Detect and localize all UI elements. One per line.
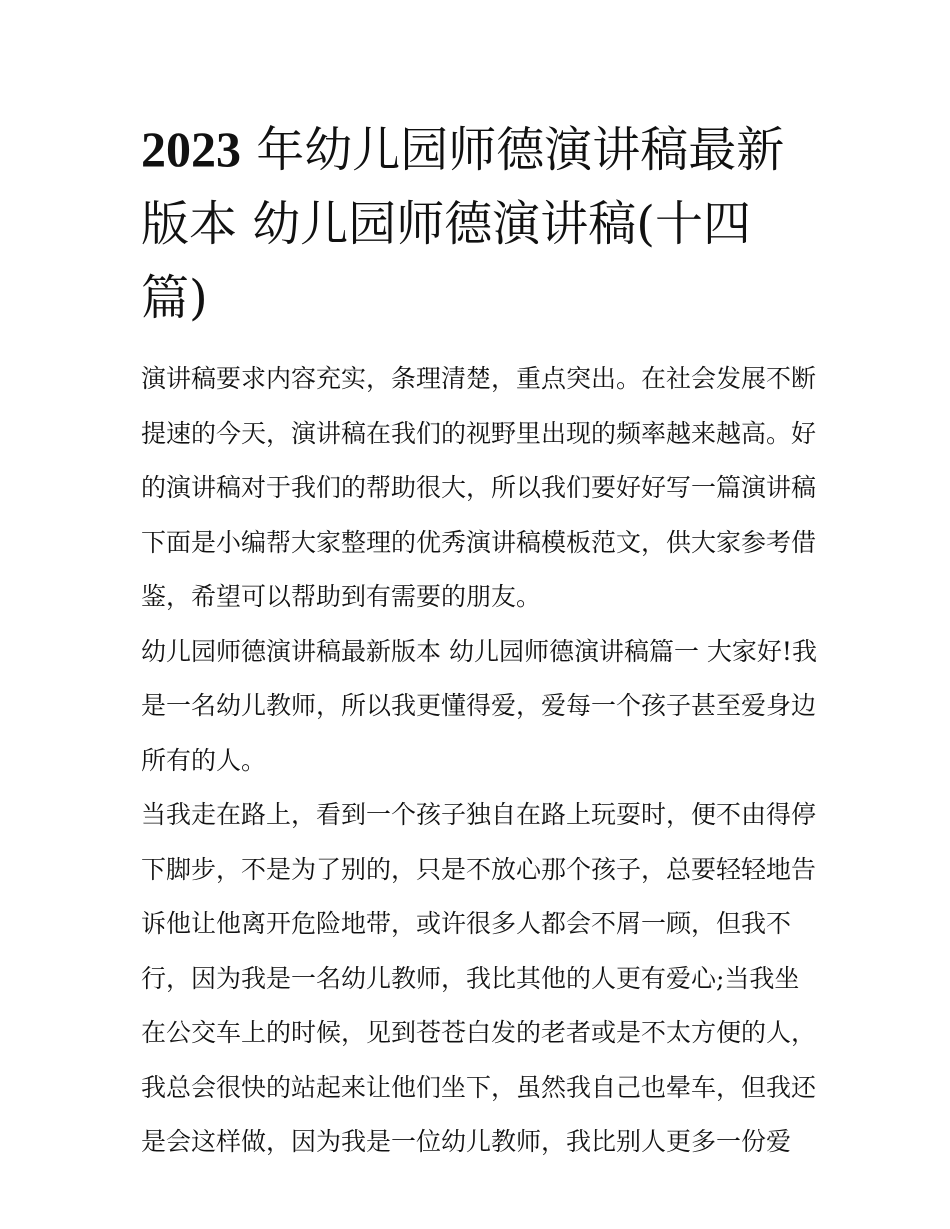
document-content (141, 112, 817, 1170)
text-line: 行，因为我是一名幼儿教师，我比其他的人更有爱心;当我坐 (141, 963, 800, 993)
document-body (141, 352, 817, 1170)
title-year: 2023 (141, 121, 241, 177)
text-line: 在公交车上的时候，见到苍苍白发的老者或是不太方便的人， (141, 1018, 817, 1047)
text-line: 提速的今天，演讲稿在我们的视野里出现的频率越来越高。好 (141, 418, 817, 448)
title-line-3: 篇) (141, 270, 208, 326)
text-line: 当我走在路上，看到一个孩子独自在路上玩耍时，便不由得停 (141, 800, 817, 829)
text-line: 是会这样做，因为我是一位幼儿教师，我比别人更多一份爱 (141, 1127, 792, 1156)
text-line: 幼儿园师德演讲稿最新版本 幼儿园师德演讲稿篇一 大家好!我 (141, 636, 817, 666)
paragraph-story (141, 788, 817, 1170)
text-line: 鉴，希望可以帮助到有需要的朋友。 (141, 582, 542, 611)
document-title (141, 112, 813, 335)
text-line: 我总会很快的站起来让他们坐下，虽然我自己也晕车，但我还 (141, 1072, 817, 1102)
text-line: 演讲稿要求内容充实，条理清楚，重点突出。在社会发展不断 (141, 364, 817, 393)
text-line: 所有的人。 (141, 745, 267, 775)
text-line: 下脚步，不是为了别的，只是不放心那个孩子，总要轻轻地告 (141, 854, 817, 884)
title-line-2: 版本 幼儿园师德演讲稿(十四 (141, 196, 751, 252)
text-line: 的演讲稿对于我们的帮助很大，所以我们要好好写一篇演讲稿 (141, 473, 817, 502)
paragraph-intro (141, 352, 817, 625)
text-line: 诉他让他离开危险地带，或许很多人都会不屑一顾，但我不 (141, 909, 792, 938)
title-line-1 (141, 112, 813, 187)
text-line: 是一名幼儿教师，所以我更懂得爱，爱每一个孩子甚至爱身边 (141, 691, 817, 720)
title-line-1-text: 年幼儿园师德演讲稿最新 (256, 122, 785, 178)
text-line: 下面是小编帮大家整理的优秀演讲稿模板范文，供大家参考借 (141, 527, 817, 557)
paragraph-greeting (141, 625, 817, 789)
